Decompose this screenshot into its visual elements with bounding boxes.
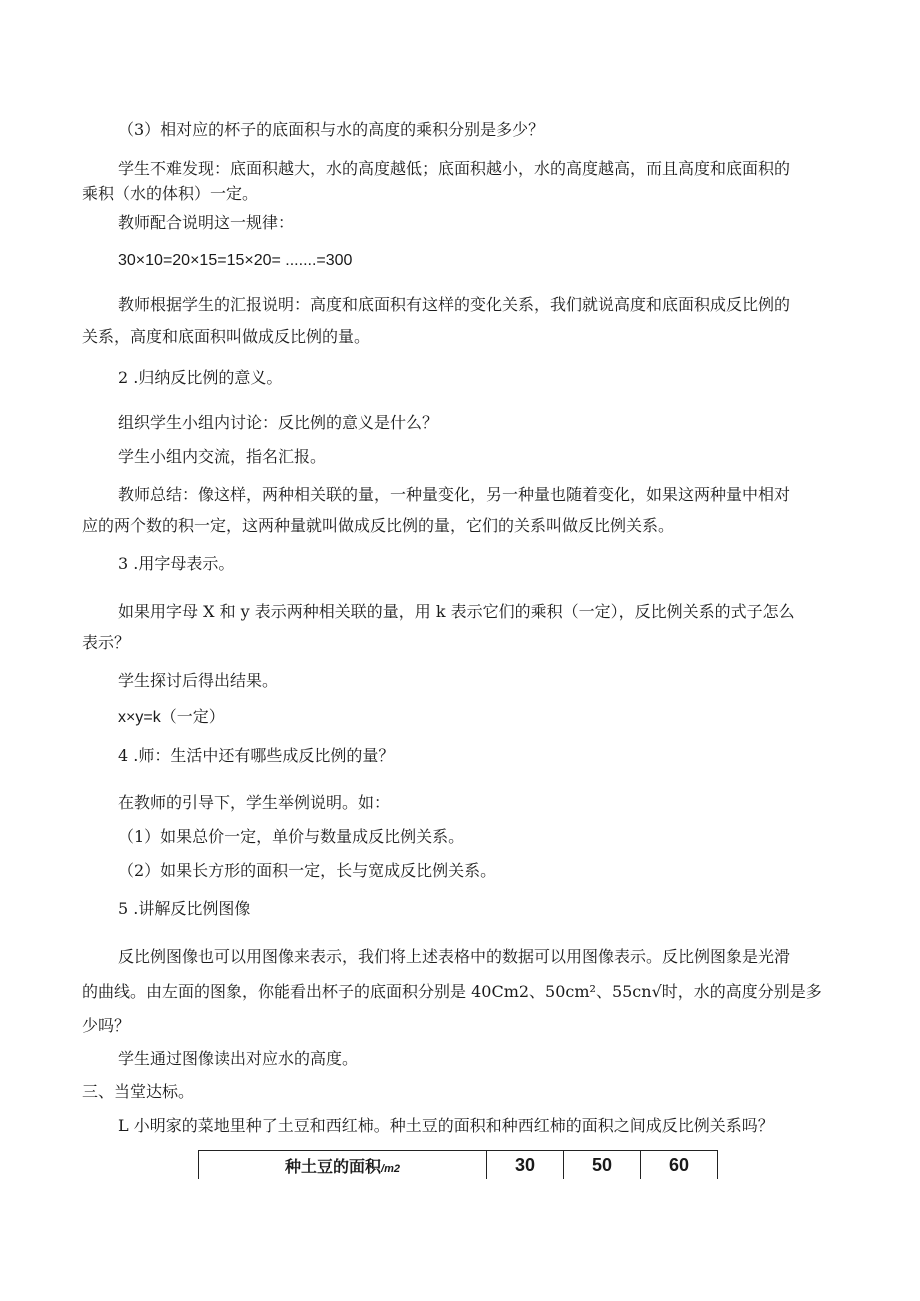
paragraph-letters-question: 如果用字母 X 和 y 表示两种相关联的量，用 k 表示它们的乘积（一定），反比例关系的式子怎么 bbox=[118, 602, 795, 621]
paragraph-teacher-report: 教师根据学生的汇报说明：高度和底面积有这样的变化关系，我们就说高度和底面积成反比例的 bbox=[118, 295, 791, 314]
example-2: （2）如果长方形的面积一定，长与宽成反比例关系。 bbox=[118, 861, 497, 880]
paragraph-student-result: 学生探讨后得出结果。 bbox=[118, 671, 279, 690]
paragraph-group-report: 学生小组内交流，指名汇报。 bbox=[118, 447, 327, 466]
table-header-label: 种土豆的面积 bbox=[285, 1158, 382, 1176]
paragraph-student-finding-cont: 乘积（水的体积）一定。 bbox=[82, 184, 259, 203]
section-4-heading: 4 .师：生活中还有哪些成反比例的量？ bbox=[118, 746, 395, 765]
table-cell: 60 bbox=[641, 1151, 718, 1180]
equation-product: 30×10=20×15=15×20= .......=300 bbox=[118, 252, 353, 269]
example-1: （1）如果总价一定，单价与数量成反比例关系。 bbox=[118, 827, 465, 846]
potato-area-table bbox=[198, 1150, 718, 1179]
exercise-1: L 小明家的菜地里种了土豆和西红柿。种土豆的面积和种西红柿的面积之间成反比例关系吗？ bbox=[118, 1116, 774, 1135]
paragraph-graph-explanation: 反比例图像也可以用图像来表示，我们将上述表格中的数据可以用图像表示。反比例图象是光滑 bbox=[118, 947, 791, 966]
table-cell: 50 bbox=[564, 1151, 641, 1180]
formula-inverse: x×y=k（一定） bbox=[118, 709, 225, 726]
table-row bbox=[199, 1151, 718, 1180]
section-3-title: 三、当堂达标。 bbox=[82, 1082, 195, 1101]
paragraph-letters-question-cont: 表示？ bbox=[82, 633, 131, 652]
paragraph-student-finding: 学生不难发现：底面积越大，水的高度越低；底面积越小，水的高度越高，而且高度和底面积的 bbox=[118, 159, 791, 178]
paragraph-graph-explanation-end: 少吗？ bbox=[82, 1016, 131, 1035]
paragraph-graph-explanation-cont: 的曲线。由左面的图象，你能看出杯子的底面积分别是 40Cm2、50cm²、55cn√时，水的高度分别是多 bbox=[82, 982, 822, 1001]
section-3-heading: 3 .用字母表示。 bbox=[118, 554, 235, 573]
section-2-heading: 2 .归纳反比例的意义。 bbox=[118, 368, 283, 387]
section-5-heading: 5 .讲解反比例图像 bbox=[118, 899, 251, 918]
paragraph-student-reads-graph: 学生通过图像读出对应水的高度。 bbox=[118, 1049, 359, 1068]
paragraph-group-discussion: 组织学生小组内讨论：反比例的意义是什么？ bbox=[118, 413, 439, 432]
paragraph-teacher-summary-cont: 应的两个数的积一定，这两种量就叫做成反比例的量，它们的关系叫做反比例关系。 bbox=[82, 516, 675, 535]
paragraph-teacher-explains: 教师配合说明这一规律： bbox=[118, 213, 295, 232]
question-3: （3）相对应的杯子的底面积与水的高度的乘积分别是多少？ bbox=[118, 120, 545, 139]
paragraph-teacher-report-cont: 关系，高度和底面积叫做成反比例的量。 bbox=[82, 327, 371, 346]
table-cell: 30 bbox=[487, 1151, 564, 1180]
table-header-cell bbox=[199, 1151, 487, 1180]
table-header-unit: /m2 bbox=[381, 1162, 400, 1175]
paragraph-teacher-summary: 教师总结：像这样，两种相关联的量，一种量变化，另一种量也随着变化，如果这两种量中相对 bbox=[118, 485, 791, 504]
paragraph-examples-intro: 在教师的引导下，学生举例说明。如： bbox=[118, 793, 391, 812]
